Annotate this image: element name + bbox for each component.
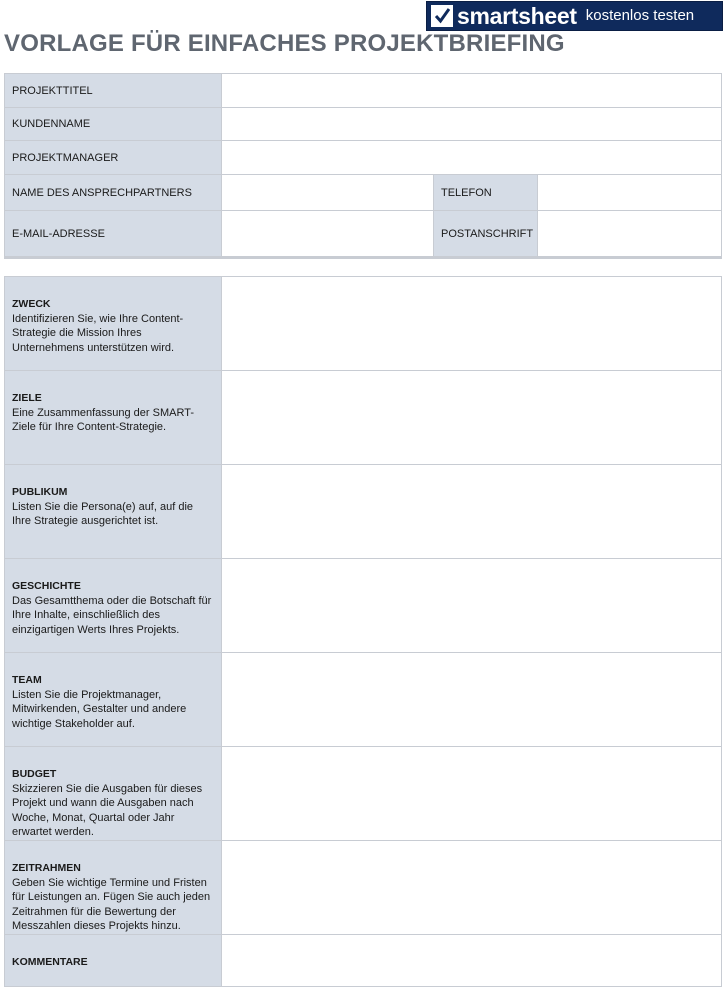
story-label: GESCHICHTE Das Gesamtthema oder die Botschaft für Ihre Inhalte, einschließlich des einzigartigen Werts Ihres Projekts.	[5, 559, 222, 653]
budget-field[interactable]	[222, 747, 722, 841]
timeframe-label: ZEITRAHMEN Geben Sie wichtige Termine und Fristen für Leistungen an. Fügen Sie auch jeden Zeitrahmen für die Bewertung der Messzahlen dieses Projekts hinzu.	[5, 841, 222, 935]
project-title-field[interactable]	[222, 74, 722, 108]
project-title-label: PROJEKTTITEL	[5, 74, 222, 108]
purpose-label: ZWECK Identifizieren Sie, wie Ihre Content-Strategie die Mission Ihres Unternehmens unterstützen wird.	[5, 277, 222, 371]
free-trial-link[interactable]: kostenlos testen	[585, 7, 695, 24]
timeframe-field[interactable]	[222, 841, 722, 935]
purpose-field[interactable]	[222, 277, 722, 371]
postal-address-label: POSTANSCHRIFT	[434, 211, 538, 258]
team-label: TEAM Listen Sie die Projektmanager, Mitwirkenden, Gestalter und andere wichtige Stakeholder auf.	[5, 653, 222, 747]
team-field[interactable]	[222, 653, 722, 747]
brand-name: smartsheet	[457, 3, 577, 29]
project-manager-field[interactable]	[222, 141, 722, 175]
phone-label: TELEFON	[434, 175, 538, 211]
audience-field[interactable]	[222, 465, 722, 559]
smartsheet-banner[interactable]	[426, 1, 723, 31]
comments-field[interactable]	[222, 935, 722, 987]
postal-address-field[interactable]	[538, 211, 722, 258]
email-field[interactable]	[222, 211, 434, 258]
contact-name-label: NAME DES ANSPRECHPARTNERS	[5, 175, 222, 211]
budget-label: BUDGET Skizzieren Sie die Ausgaben für dieses Projekt und wann die Ausgaben nach Woche, Monat, Quartal oder Jahr erwartet werden.	[5, 747, 222, 841]
client-name-field[interactable]	[222, 108, 722, 141]
client-name-label: KUNDENNAME	[5, 108, 222, 141]
checkbox-logo-icon	[431, 5, 453, 27]
email-label: E-MAIL-ADRESSE	[5, 211, 222, 258]
comments-label: KOMMENTARE	[5, 935, 222, 987]
briefing-table	[4, 276, 722, 987]
contact-name-field[interactable]	[222, 175, 434, 211]
story-field[interactable]	[222, 559, 722, 653]
goals-field[interactable]	[222, 371, 722, 465]
audience-label: PUBLIKUM Listen Sie die Persona(e) auf, auf die Ihre Strategie ausgerichtet ist.	[5, 465, 222, 559]
page-title: VORLAGE FÜR EINFACHES PROJEKTBRIEFING	[4, 30, 565, 57]
project-info-table	[4, 73, 722, 259]
goals-label: ZIELE Eine Zusammenfassung der SMART-Ziele für Ihre Content-Strategie.	[5, 371, 222, 465]
phone-field[interactable]	[538, 175, 722, 211]
project-manager-label: PROJEKTMANAGER	[5, 141, 222, 175]
